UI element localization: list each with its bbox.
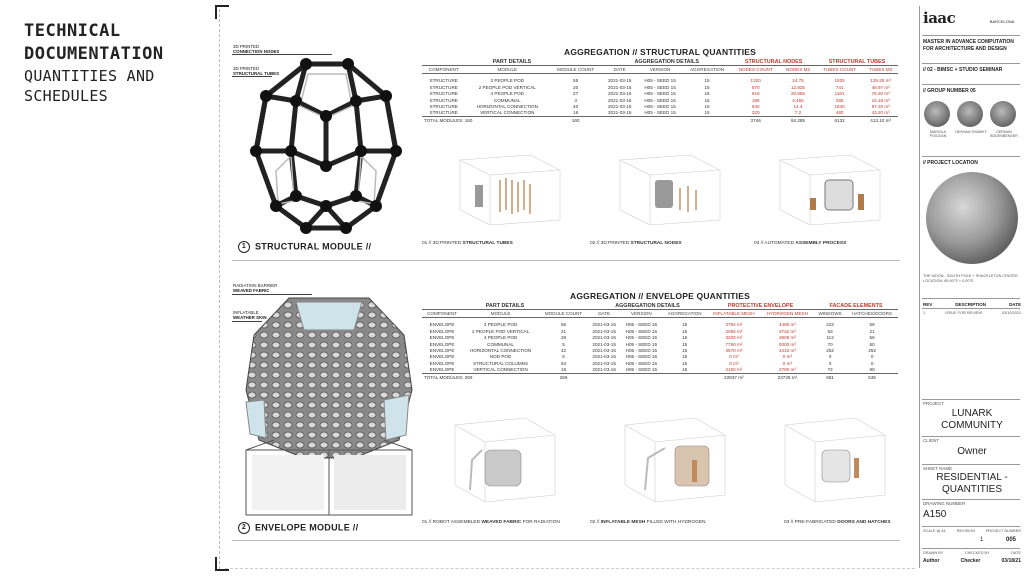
structural-module-label: 1 STRUCTURAL MODULE //: [238, 241, 371, 253]
table-cell: 741: [835, 84, 844, 90]
table-cell: 15: [704, 78, 710, 84]
table-cell: H05 - SEED 15: [644, 97, 676, 103]
table-cell: 2021-03-15: [592, 348, 616, 354]
table-cell: 0 m³: [782, 354, 792, 360]
table-row: [422, 110, 898, 117]
table-cell: 15: [682, 328, 688, 334]
table-cell: H05 - SEED 15: [644, 78, 676, 84]
table-cell: 222: [826, 322, 834, 328]
column-header: VERSION: [620, 310, 662, 317]
revision-table-header: REV DESCRIPTION DATE: [923, 302, 1021, 307]
table-cell: 285: [835, 97, 844, 103]
envelope-quantities-table: [422, 303, 898, 380]
table-cell: 2021-03-15: [592, 341, 616, 347]
module-number-badge: 2: [238, 522, 250, 534]
column-header: VERSION: [637, 66, 682, 73]
table-cell: 56: [869, 335, 875, 341]
table-cell: H05 - SEED 15: [625, 367, 658, 373]
table-cell: 15: [682, 348, 688, 354]
table-cell: 252: [826, 348, 834, 354]
column-header: DATE: [588, 310, 621, 317]
client-label: CLIENT: [923, 438, 940, 443]
table-cell: 2055 m²: [725, 328, 743, 334]
table-column-header: [422, 66, 898, 73]
table-cell: H05 - SEED 15: [644, 84, 676, 90]
column-header: MODULE: [462, 310, 539, 317]
envelope-module-drawing: [234, 290, 424, 520]
structural-process-diagrams: [430, 150, 890, 230]
title-block: [919, 6, 1022, 568]
project-label: PROJECT: [923, 401, 945, 406]
column-header: COMPONENT: [422, 310, 462, 317]
table-cell: STRUCTURE: [429, 78, 458, 84]
table-cell: HORIZONTAL CONNECTION: [476, 104, 538, 110]
table-cell: 918: [751, 91, 760, 97]
caption-title-line1: TECHNICAL: [24, 21, 121, 41]
callout-connection-nodes: 3D PRINTED CONNECTION NODES: [233, 44, 280, 54]
structural-caption-3: 03 // AUTOMATED ASSEMBLY PROCESS: [754, 241, 847, 246]
location-text: THE MOON - SOUTH POLE + SHACKLETON CRATER LOCATION: 89.90°S + 0.00°E: [923, 274, 1018, 283]
table-cell: H05 - SEED 15: [644, 104, 676, 110]
avatar: [957, 101, 983, 127]
table-cell: 0: [870, 360, 874, 366]
table-cell: STRUCTURE: [429, 84, 458, 90]
table-cell: STRUCTURE: [429, 104, 458, 110]
sheet-name: RESIDENTIAL - QUANTITIES: [936, 472, 1008, 495]
iaac-logo: iaac BARCELONA: [923, 9, 1015, 27]
sheet-border-left: [219, 9, 220, 569]
column-header: NODES COUNT: [731, 66, 780, 73]
table-cell: 20.655: [790, 91, 805, 97]
table-cell: 2021-03-15: [592, 354, 616, 360]
table-cell: 2021-03-15: [607, 84, 632, 90]
member-name: GERMAN BODENBENDER: [990, 130, 1018, 138]
table-cell: 1925: [834, 78, 845, 84]
callout-weaved-fabric: RADIATION BARRIER WEAVED FABRIC: [233, 283, 278, 293]
table-cell: 24.75: [792, 78, 804, 84]
avatar: [924, 101, 950, 127]
table-cell: 42: [560, 348, 567, 354]
avatar: [990, 101, 1016, 127]
caption-subtitle-line2: SCHEDULES: [24, 87, 108, 105]
table-cell: 16: [573, 110, 579, 116]
column-header: HATCHES/DOORS: [846, 310, 898, 317]
table-cell: 2021-03-15: [607, 78, 632, 84]
table-cell: 15.18 m³: [871, 97, 890, 103]
envelope-table-title: AGGREGATION // ENVELOPE QUANTITIES: [570, 291, 750, 301]
table-cell: 97.20 m³: [871, 104, 890, 110]
table-cell: 0: [828, 354, 832, 360]
column-header: WINDOWS: [814, 310, 846, 317]
table-cell: NOD POD: [489, 354, 512, 360]
table-cell: VERTICAL CONNECTION: [480, 110, 535, 116]
callout-line: [232, 54, 332, 55]
drawn-checked-values: Author Checker 03/18/21: [923, 558, 1021, 564]
table-cell: 3792 m²: [725, 322, 743, 328]
column-header: AGGREGATION: [662, 310, 707, 317]
table-cell: 3: [574, 97, 577, 103]
table-cell: 78.30 m³: [871, 91, 890, 97]
moon-image: [926, 172, 1018, 264]
table-cell: 0 m³: [782, 360, 792, 366]
table-cell: 27: [573, 91, 579, 97]
member-name: MARIOLA POGGIAN: [929, 130, 947, 138]
structural-table-title: AGGREGATION // STRUCTURAL QUANTITIES: [564, 47, 756, 57]
column-header: TUBES COUNT: [816, 66, 863, 73]
table-cell: 5: [562, 341, 565, 347]
column-header: MODULE: [465, 66, 549, 73]
envelope-module-label: 2 ENVELOPE MODULE //: [238, 522, 358, 534]
table-cell: 4 PEOPLE POD: [483, 335, 518, 341]
table-cell: H05 - SEED 15: [625, 328, 658, 334]
sheet-border-bottom: [225, 568, 915, 569]
table-column-header: [422, 310, 898, 317]
table-cell: 15: [704, 110, 710, 116]
column-header: DATE: [602, 66, 637, 73]
structural-caption-2: 02 // 3D PRINTED STRUCTURAL NODES: [590, 241, 682, 246]
table-cell: 3570 m²: [725, 348, 743, 354]
table-cell: 0: [870, 354, 874, 360]
table-cell: H05 - SEED 15: [625, 322, 658, 328]
revision-row: 1 ISSUE FOR REVIEW 03/10/2021: [923, 311, 1021, 315]
section-divider: [232, 260, 900, 261]
table-cell: 7.2: [794, 110, 802, 116]
table-cell: 48.97 m³: [871, 84, 890, 90]
table-cell: 129.25 m³: [870, 78, 891, 84]
table-cell: 2021-03-15: [592, 335, 616, 341]
table-cell: 15: [704, 91, 710, 97]
structural-caption-1: 01 // 3D PRINTED STRUCTURAL TUBES: [422, 241, 513, 246]
table-cell: 4410 m³: [778, 348, 796, 354]
table-cell: 5: [562, 354, 565, 360]
table-group-header: PART DETAILS AGGREGATION DETAILS PROTECTIVE ENVELOPE FACADE ELEMENTS: [422, 303, 898, 310]
table-cell: STRUCTURE: [429, 97, 458, 103]
caption-title-line2: DOCUMENTATION: [24, 44, 164, 64]
table-cell: 1640: [834, 104, 845, 110]
column-header: HYDROGEN MESH: [761, 310, 814, 317]
table-cell: 9300 m³: [778, 341, 796, 347]
table-cell: 70: [827, 341, 833, 347]
table-cell: ENVELOPE: [429, 367, 455, 373]
column-header: COMPONENT: [422, 66, 465, 73]
table-cell: H05 - SEED 15: [625, 341, 658, 347]
column-header: TUBES M3: [863, 66, 898, 73]
program-name: MASTER IN ADVANCE COMPUTATION FOR ARCHITECTURE AND DESIGN: [923, 39, 1014, 52]
table-cell: 3808 m³: [778, 335, 796, 341]
table-cell: ENVELOPE: [429, 335, 455, 341]
table-cell: 2 PEOPLE POD VERTICAL: [472, 328, 530, 334]
table-cell: 0 m²: [729, 360, 739, 366]
table-cell: 2021-03-15: [592, 322, 616, 328]
table-cell: H05 - SEED 15: [625, 335, 658, 341]
table-cell: 20: [573, 84, 579, 90]
structural-quantities-table: [422, 59, 898, 124]
table-cell: 15: [682, 335, 688, 341]
table-cell: 56: [560, 322, 567, 328]
table-cell: 40: [573, 104, 579, 110]
table-cell: 2021-03-15: [607, 110, 632, 116]
table-cell: 21: [869, 328, 875, 334]
seminar-name: // 02 - BIMSC + STUDIO SEMINAR: [923, 67, 1003, 73]
table-row: [422, 367, 898, 374]
table-cell: 2 PEOPLE POD: [490, 78, 524, 84]
table-cell: ENVELOPE: [429, 354, 455, 360]
table-cell: 2160 m²: [725, 367, 743, 373]
table-cell: 94: [560, 360, 567, 366]
table-cell: VERTICAL CONNECTION: [473, 367, 528, 373]
envelope-caption-3: 03 // PRE-FABRICATED DOORS AND HATCHES: [784, 520, 891, 525]
table-cell: ENVELOPE: [429, 322, 455, 328]
table-cell: H05 - SEED 15: [644, 110, 676, 116]
table-cell: COMMUNAL: [493, 97, 521, 103]
table-cell: H05 - SEED 15: [625, 348, 658, 354]
table-cell: 320: [751, 110, 760, 116]
table-cell: STRUCTURE: [429, 91, 458, 97]
project-name: LUNARK COMMUNITY: [941, 408, 1003, 431]
table-cell: 56: [869, 322, 875, 328]
table-cell: 0 m²: [729, 354, 739, 360]
table-cell: 15: [704, 84, 710, 90]
column-header: NODES M3: [780, 66, 816, 73]
table-cell: 14.4: [793, 104, 803, 110]
revision-value: 1: [980, 537, 984, 543]
table-cell: 2021-03-15: [607, 97, 632, 103]
table-group-header: PART DETAILS AGGREGATION DETAILS STRUCTURAL NODES STRUCTURAL TUBES: [422, 59, 898, 66]
table-cell: 252: [868, 348, 876, 354]
table-cell: 198: [751, 97, 760, 103]
table-total-row: TOTAL MODULES: 160 160 3746 84.285 6132 413.10 m³: [422, 117, 898, 124]
table-cell: 112: [826, 335, 834, 341]
table-cell: 2021-03-15: [607, 91, 632, 97]
project-location-label: // PROJECT LOCATION: [923, 160, 978, 166]
table-cell: ENVELOPE: [429, 360, 455, 366]
table-cell: HORIZONTAL CONNECTION: [469, 348, 532, 354]
column-header: AGGREGATION: [683, 66, 732, 73]
table-cell: 480: [835, 110, 844, 116]
caption-subtitle-line1: QUANTITIES AND: [24, 67, 155, 85]
table-cell: STRUCTURAL COLUMNS: [473, 360, 529, 366]
table-cell: 1320: [750, 78, 761, 84]
table-cell: 15: [682, 341, 688, 347]
table-cell: COMMUNAL: [487, 341, 514, 347]
callout-weather-skin: INFLATABLE WEATHER SKIN: [233, 310, 267, 320]
table-cell: ENVELOPE: [429, 328, 455, 334]
table-cell: 15: [682, 367, 688, 373]
table-cell: H05 - SEED 15: [625, 360, 658, 366]
module-number-badge: 1: [238, 241, 250, 253]
table-cell: 2021-03-15: [592, 328, 616, 334]
callout-structural-tubes: 3D PRINTED STRUCTURAL TUBES: [233, 66, 280, 76]
column-header: MODULE COUNT: [539, 310, 588, 317]
table-cell: 1161: [834, 91, 845, 97]
table-cell: 4480 m³: [778, 322, 796, 328]
table-cell: 640: [751, 104, 760, 110]
drawing-number-label: DRAWING NUMBER: [923, 501, 966, 506]
envelope-process-diagrams: [430, 410, 890, 510]
table-cell: 15: [704, 104, 710, 110]
table-cell: 55: [573, 78, 579, 84]
table-cell: 60: [869, 341, 875, 347]
envelope-caption-2: 02 // INFLATABLE MESH FILLED WITH HYDROGEN: [590, 520, 706, 525]
table-cell: 15: [682, 354, 688, 360]
table-cell: 18: [560, 367, 567, 373]
table-cell: 63: [827, 328, 833, 334]
table-cell: 2 PEOPLE POD VERTICAL: [478, 84, 536, 90]
group-number: // GROUP NUMBER 05: [923, 88, 976, 94]
table-cell: 3200 m²: [725, 335, 743, 341]
column-header: INFLATABLE MESH: [707, 310, 761, 317]
envelope-caption-1: 01 // ROBOT ASSEMBLED WEAVED FABRIC FOR RADIATION: [422, 520, 560, 525]
drawn-checked-header: DRAWN BY CHECKED BY DATE: [923, 551, 1021, 555]
table-cell: 72: [827, 367, 833, 373]
table-total-row: TOTAL MODULES: 269 269 22837 m² 23728 m³ 681 535: [422, 373, 898, 380]
table-cell: 15: [704, 97, 710, 103]
table-cell: 15: [682, 360, 688, 366]
table-cell: 4 PEOPLE POD: [490, 91, 524, 97]
table-cell: 2 PEOPLE POD: [483, 322, 518, 328]
table-cell: 43.20 m³: [871, 110, 890, 116]
page-caption: [24, 20, 214, 106]
table-cell: ENVELOPE: [429, 341, 455, 347]
column-header: MODULE COUNT: [549, 66, 602, 73]
table-cell: 28: [560, 335, 567, 341]
table-cell: 570: [751, 84, 760, 90]
table-cell: 2790 m³: [778, 367, 796, 373]
member-name: HESHAM SHAWKY: [955, 130, 987, 134]
drawing-number: A150: [923, 509, 947, 520]
table-cell: 4.455: [792, 97, 804, 103]
scale-revision-header: SCALE @ A1 REVISION PROJECT NUMBER: [923, 529, 1021, 533]
sheet-label: SHEET NAME: [923, 466, 953, 471]
table-cell: 2021-03-15: [592, 360, 616, 366]
table-cell: STRUCTURE: [429, 110, 458, 116]
structural-module-drawing: [236, 56, 416, 236]
table-cell: H05 - SEED 15: [644, 91, 676, 97]
table-cell: ENVELOPE: [429, 348, 455, 354]
table-cell: 7750 m²: [725, 341, 743, 347]
section-divider: [232, 540, 900, 541]
frame-corner-tl: [215, 5, 229, 19]
table-cell: 2732 m³: [778, 328, 796, 334]
table-cell: H05 - SEED 15: [625, 354, 658, 360]
table-cell: 21: [560, 328, 567, 334]
client-name: Owner: [957, 446, 987, 457]
table-cell: 12.825: [790, 84, 805, 90]
table-cell: 2021-03-15: [592, 367, 616, 373]
table-cell: 90: [869, 367, 875, 373]
project-number: 005: [1006, 537, 1017, 543]
table-cell: 2021-03-15: [607, 104, 632, 110]
table-cell: 0: [828, 360, 832, 366]
table-cell: 15: [682, 322, 688, 328]
